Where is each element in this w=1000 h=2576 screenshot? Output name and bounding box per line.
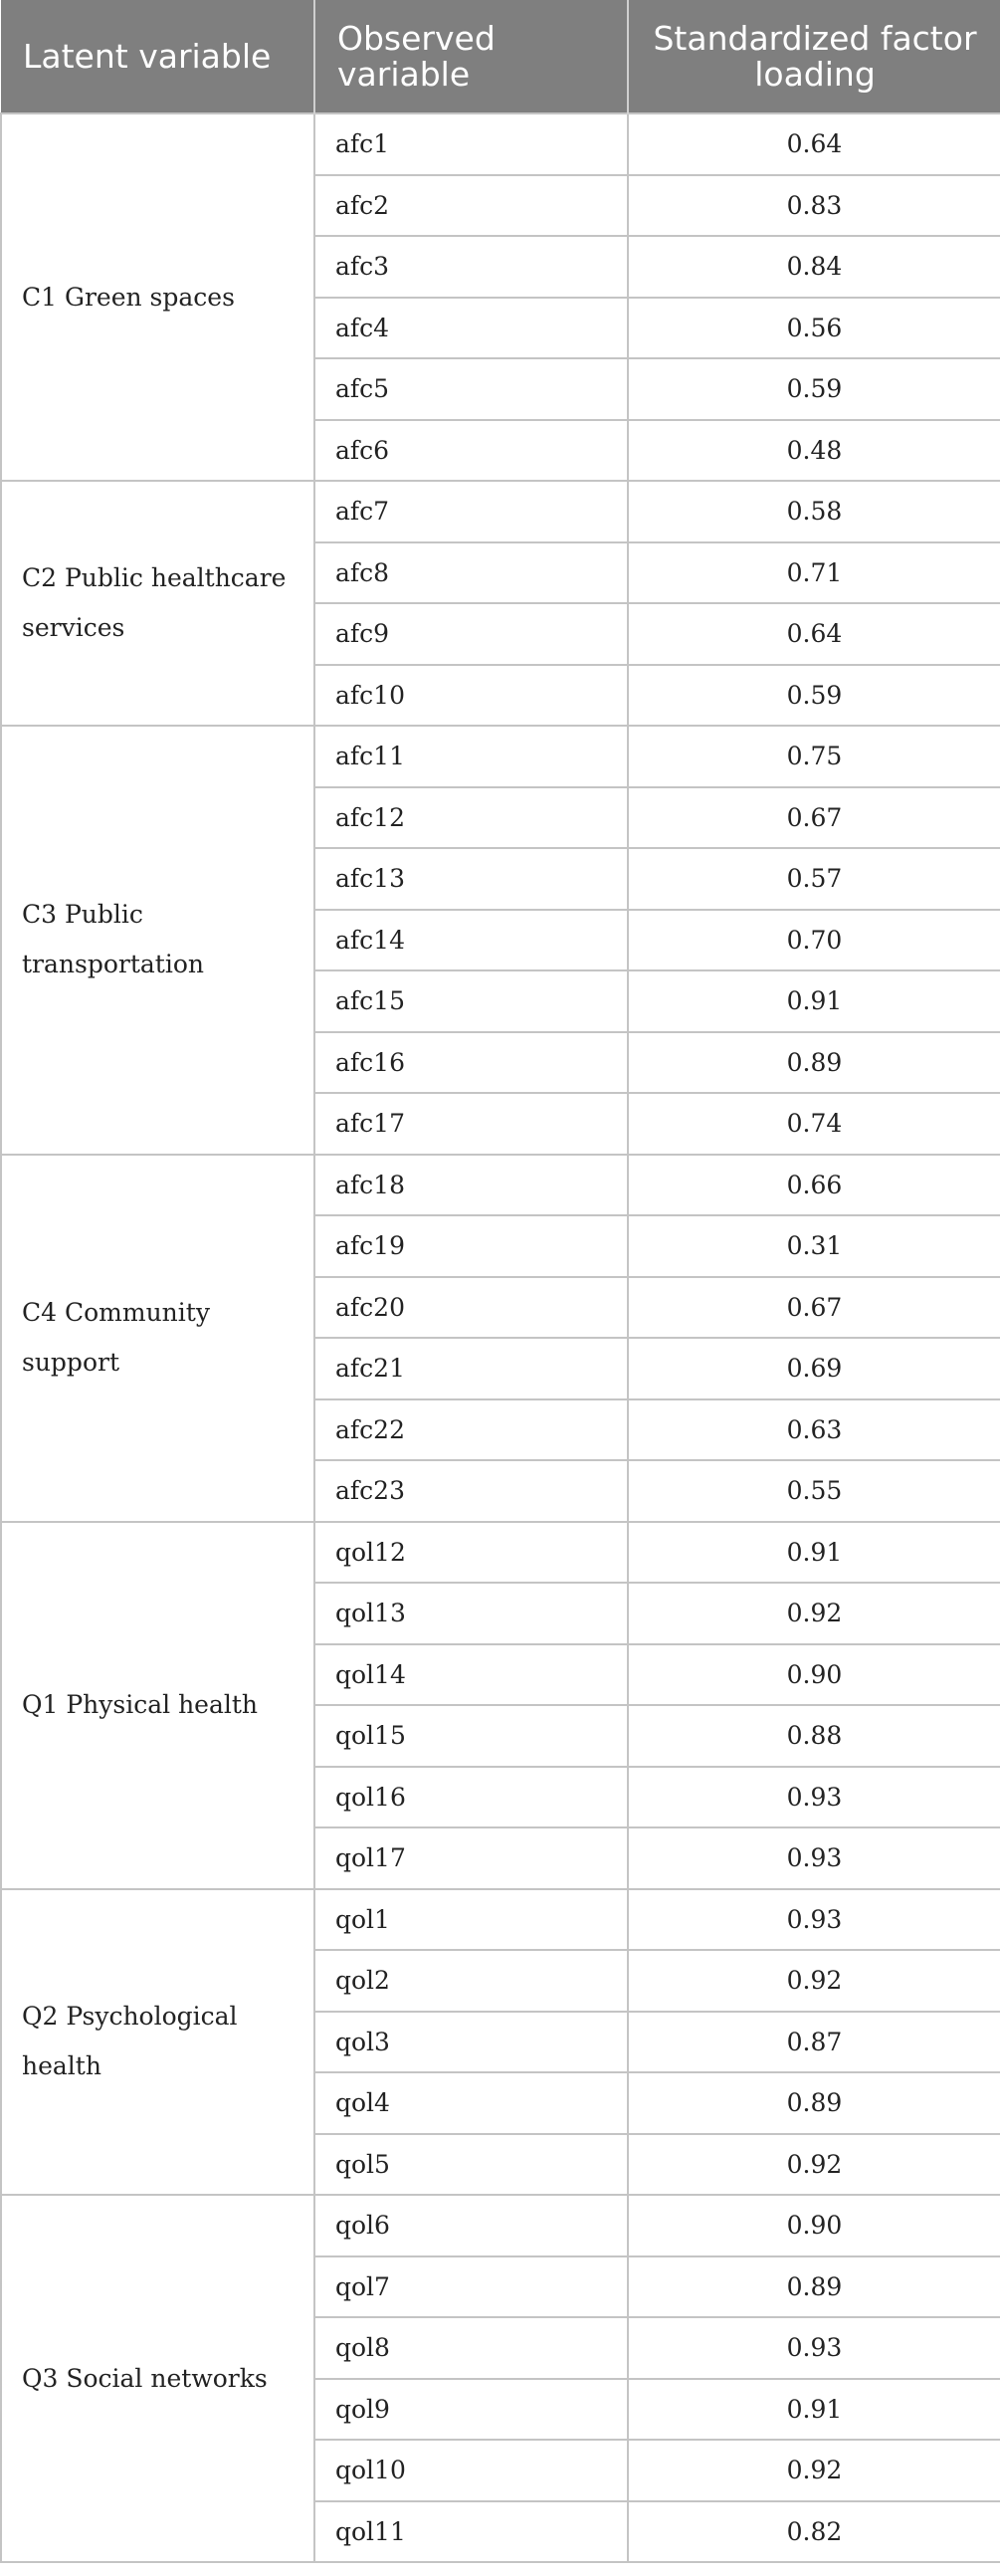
- observed-variable-cell: qol14: [314, 1644, 628, 1706]
- observed-variable-cell: qol8: [314, 2317, 628, 2379]
- latent-variable-cell: C4 Community support: [1, 1155, 314, 1522]
- observed-variable-cell: afc2: [314, 175, 628, 237]
- factor-loading-cell: 0.89: [628, 2072, 1000, 2134]
- factor-loading-cell: 0.84: [628, 236, 1000, 298]
- factor-loading-cell: 0.93: [628, 1889, 1000, 1951]
- factor-loading-cell: 0.90: [628, 1644, 1000, 1706]
- factor-loading-cell: 0.92: [628, 2440, 1000, 2501]
- factor-loading-cell: 0.88: [628, 1705, 1000, 1767]
- observed-variable-cell: qol13: [314, 1583, 628, 1644]
- observed-variable-cell: afc9: [314, 603, 628, 665]
- observed-variable-cell: afc11: [314, 726, 628, 787]
- observed-variable-cell: afc4: [314, 298, 628, 359]
- observed-variable-cell: afc5: [314, 358, 628, 420]
- latent-variable-cell: C2 Public healthcare services: [1, 481, 314, 726]
- factor-loading-cell: 0.92: [628, 2134, 1000, 2196]
- factor-loading-cell: 0.59: [628, 665, 1000, 727]
- factor-loading-cell: 0.74: [628, 1093, 1000, 1155]
- observed-variable-cell: qol4: [314, 2072, 628, 2134]
- table-header: [1, 0, 1000, 113]
- observed-variable-cell: afc18: [314, 1155, 628, 1216]
- header-row: [1, 0, 1000, 113]
- table-row: [1, 481, 1000, 542]
- observed-variable-cell: qol17: [314, 1827, 628, 1889]
- factor-loading-cell: 0.87: [628, 2012, 1000, 2073]
- factor-loading-cell: 0.31: [628, 1215, 1000, 1277]
- factor-loading-cell: 0.90: [628, 2195, 1000, 2256]
- observed-variable-cell: afc14: [314, 910, 628, 971]
- factor-loading-cell: 0.93: [628, 1827, 1000, 1889]
- factor-loading-cell: 0.64: [628, 113, 1000, 175]
- factor-loading-cell: 0.58: [628, 481, 1000, 542]
- observed-variable-cell: qol12: [314, 1522, 628, 1584]
- factor-loading-cell: 0.92: [628, 1583, 1000, 1644]
- observed-variable-cell: afc10: [314, 665, 628, 727]
- table-row: [1, 1155, 1000, 1216]
- latent-variable-cell: C1 Green spaces: [1, 113, 314, 481]
- factor-loading-cell: 0.91: [628, 970, 1000, 1032]
- observed-variable-cell: afc7: [314, 481, 628, 542]
- observed-variable-cell: afc21: [314, 1338, 628, 1399]
- observed-variable-cell: afc16: [314, 1032, 628, 1094]
- factor-loading-cell: 0.91: [628, 2379, 1000, 2441]
- observed-variable-cell: afc20: [314, 1277, 628, 1339]
- factor-loading-cell: 0.69: [628, 1338, 1000, 1399]
- factor-loading-cell: 0.67: [628, 1277, 1000, 1339]
- header-latent-variable: Latent variable: [1, 0, 314, 113]
- factor-loading-cell: 0.91: [628, 1522, 1000, 1584]
- factor-loading-cell: 0.89: [628, 1032, 1000, 1094]
- factor-loading-cell: 0.63: [628, 1399, 1000, 1461]
- factor-loading-cell: 0.92: [628, 1950, 1000, 2012]
- observed-variable-cell: qol2: [314, 1950, 628, 2012]
- observed-variable-cell: afc1: [314, 113, 628, 175]
- latent-variable-cell: Q2 Psychological health: [1, 1889, 314, 2196]
- observed-variable-cell: qol3: [314, 2012, 628, 2073]
- factor-loading-cell: 0.89: [628, 2256, 1000, 2318]
- factor-loading-cell: 0.71: [628, 542, 1000, 604]
- factor-loading-cell: 0.70: [628, 910, 1000, 971]
- factor-loading-cell: 0.75: [628, 726, 1000, 787]
- factor-loading-cell: 0.67: [628, 787, 1000, 849]
- latent-variable-cell: Q3 Social networks: [1, 2195, 314, 2562]
- factor-loading-cell: 0.48: [628, 420, 1000, 482]
- factor-loading-cell: 0.82: [628, 2501, 1000, 2563]
- observed-variable-cell: afc19: [314, 1215, 628, 1277]
- observed-variable-cell: qol11: [314, 2501, 628, 2563]
- observed-variable-cell: qol1: [314, 1889, 628, 1951]
- observed-variable-cell: afc15: [314, 970, 628, 1032]
- observed-variable-cell: afc17: [314, 1093, 628, 1155]
- observed-variable-cell: qol16: [314, 1767, 628, 1828]
- observed-variable-cell: afc22: [314, 1399, 628, 1461]
- factor-loading-cell: 0.57: [628, 848, 1000, 910]
- factor-loading-cell: 0.59: [628, 358, 1000, 420]
- observed-variable-cell: afc6: [314, 420, 628, 482]
- latent-variable-cell: C3 Public transportation: [1, 726, 314, 1155]
- latent-variable-cell: Q1 Physical health: [1, 1522, 314, 1889]
- observed-variable-cell: afc8: [314, 542, 628, 604]
- table-row: [1, 2195, 1000, 2256]
- observed-variable-cell: qol7: [314, 2256, 628, 2318]
- observed-variable-cell: qol9: [314, 2379, 628, 2441]
- header-observed-variable: Observed variable: [314, 0, 628, 113]
- observed-variable-cell: afc12: [314, 787, 628, 849]
- factor-loading-cell: 0.66: [628, 1155, 1000, 1216]
- factor-loading-cell: 0.93: [628, 1767, 1000, 1828]
- table-row: [1, 113, 1000, 175]
- factor-loading-cell: 0.93: [628, 2317, 1000, 2379]
- observed-variable-cell: qol15: [314, 1705, 628, 1767]
- factor-loading-cell: 0.83: [628, 175, 1000, 237]
- header-standardized-factor-loading: Standardized factor loading: [628, 0, 1000, 113]
- table-body: [1, 113, 1000, 2562]
- table-row: [1, 1889, 1000, 1951]
- observed-variable-cell: qol10: [314, 2440, 628, 2501]
- observed-variable-cell: qol5: [314, 2134, 628, 2196]
- observed-variable-cell: afc23: [314, 1460, 628, 1522]
- observed-variable-cell: afc3: [314, 236, 628, 298]
- factor-loading-cell: 0.55: [628, 1460, 1000, 1522]
- factor-loading-cell: 0.56: [628, 298, 1000, 359]
- observed-variable-cell: qol6: [314, 2195, 628, 2256]
- observed-variable-cell: afc13: [314, 848, 628, 910]
- table-row: [1, 726, 1000, 787]
- table-row: [1, 1522, 1000, 1584]
- factor-loading-cell: 0.64: [628, 603, 1000, 665]
